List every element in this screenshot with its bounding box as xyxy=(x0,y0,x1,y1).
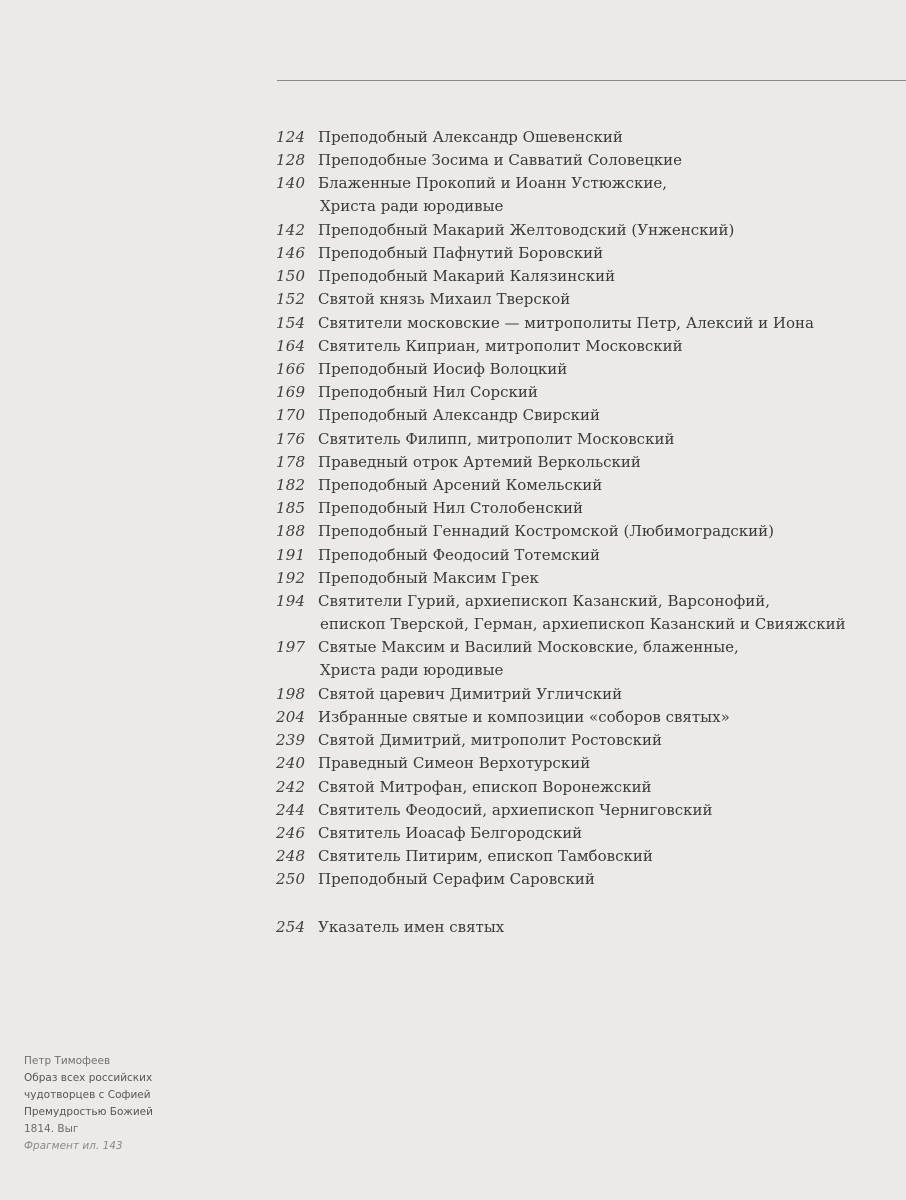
caption-fragment-reference: Фрагмент ил. 143 xyxy=(24,1140,123,1152)
toc-page-number: 170 xyxy=(276,406,306,425)
toc-entry-title-line: Преподобный Арсений Комельский xyxy=(318,476,603,494)
toc-entry xyxy=(0,381,906,404)
toc-entry-title xyxy=(318,265,878,288)
toc-page-number: 166 xyxy=(276,360,306,378)
toc-entry-title xyxy=(318,312,878,335)
toc-entry xyxy=(0,822,906,845)
toc-entry-title-line: Праведный отрок Артемий Веркольский xyxy=(318,452,641,471)
toc-entry xyxy=(0,752,906,775)
toc-entry-title xyxy=(318,404,878,427)
toc-entry-title-line: Святитель Питирим, епископ Тамбовский xyxy=(318,847,653,866)
toc-entry-title xyxy=(318,567,878,590)
toc-entry-title-line: Святые Максим и Василий Московские, блаженные, xyxy=(318,638,739,657)
toc-entry-title-line: Святитель Филипп, митрополит Московский xyxy=(318,429,675,448)
toc-page-number: 250 xyxy=(276,870,306,889)
toc-page-number: 248 xyxy=(276,847,306,866)
toc-page-number: 188 xyxy=(276,522,306,541)
toc-entry-title-line: Избранные святые и композиции «соборов святых» xyxy=(318,708,730,726)
toc-entry-title xyxy=(318,335,878,358)
toc-entry-title xyxy=(318,706,878,729)
toc-entry-title xyxy=(318,636,878,682)
toc-page-number: 176 xyxy=(276,429,306,448)
toc-entry xyxy=(0,776,906,799)
toc-entry-title-line: епископ Тверской, Герман, архиепископ Казанский и Свияжский xyxy=(320,615,846,633)
toc-entry-title-line: Преподобный Пафнутий Боровский xyxy=(318,244,604,262)
toc-entry-title xyxy=(318,242,878,265)
toc-entry-title-line: Преподобный Геннадий Костромской (Любимоградский) xyxy=(318,522,774,541)
toc-entry-title-line: Преподобный Иосиф Волоцкий xyxy=(318,360,568,378)
toc-entry xyxy=(0,219,906,242)
caption-work-line: Образ всех российских xyxy=(24,1072,153,1084)
toc-page-number: 198 xyxy=(276,684,306,703)
toc-entry-title-line: Преподобный Феодосий Тотемский xyxy=(318,545,601,564)
toc-entry xyxy=(0,404,906,427)
toc-entry xyxy=(0,172,906,218)
toc-entry-title xyxy=(318,822,878,845)
caption-author: Петр Тимофеев xyxy=(24,1055,111,1067)
toc-entry-title-line: Святой царевич Димитрий Угличский xyxy=(318,684,623,703)
toc-entry-title xyxy=(318,381,878,404)
toc-entry xyxy=(0,729,906,752)
toc-page-number: 244 xyxy=(276,800,306,819)
toc-page-number: 242 xyxy=(276,777,306,796)
toc-entry-title-line: Преподобный Нил Столобенский xyxy=(318,499,584,518)
toc-page-number: 194 xyxy=(276,592,306,610)
toc-page-number: 246 xyxy=(276,824,306,842)
toc-entry-title xyxy=(318,520,878,543)
toc-entry xyxy=(0,520,906,543)
toc-entry-title-line: Святители Гурий, архиепископ Казанский, Варсонофий, xyxy=(318,592,770,610)
toc-entry xyxy=(0,242,906,265)
toc-entry xyxy=(0,567,906,590)
toc-entry xyxy=(0,590,906,636)
toc-entry xyxy=(0,868,906,891)
toc-entry-title-line: Преподобный Александр Ошевенский xyxy=(318,128,623,146)
toc-entry xyxy=(0,149,906,172)
toc-entry-title-line: Преподобный Нил Сорский xyxy=(318,383,538,402)
toc-entry xyxy=(0,706,906,729)
toc-page-number: 146 xyxy=(276,244,306,262)
toc-page-number: 239 xyxy=(276,731,306,750)
top-rule xyxy=(277,80,906,81)
toc-page-number: 240 xyxy=(276,754,306,773)
toc-entry-title-line: Святой Митрофан, епископ Воронежский xyxy=(318,777,652,796)
toc-entry xyxy=(0,265,906,288)
toc-entry-title-line: Святители московские — митрополиты Петр, Алексий и Иона xyxy=(318,313,814,332)
toc-entry-title xyxy=(318,776,878,799)
toc-entry-title-line: Святой князь Михаил Тверской xyxy=(318,290,571,309)
toc-page-number: 182 xyxy=(276,476,306,494)
toc-entry-title xyxy=(318,497,878,520)
toc-entry xyxy=(0,544,906,567)
toc-page-number: 164 xyxy=(276,336,306,355)
toc-entry-title-line: Христа ради юродивые xyxy=(320,197,504,216)
toc-entry-title-line: Преподобный Серафим Саровский xyxy=(318,870,595,889)
toc-page-number: 169 xyxy=(276,383,306,402)
toc-entry-title-line: Святитель Феодосий, архиепископ Черниговский xyxy=(318,800,713,819)
toc-page-number: 191 xyxy=(276,545,306,564)
toc-entry-title-line: Святитель Киприан, митрополит Московский xyxy=(318,336,683,355)
toc-entry xyxy=(0,683,906,706)
toc-entry-title xyxy=(318,428,878,451)
toc-page-number: 185 xyxy=(276,499,306,518)
toc-page-number: 154 xyxy=(276,313,306,332)
toc-page-number: 192 xyxy=(276,568,306,587)
toc-entry-title xyxy=(318,451,878,474)
toc-page-number: 124 xyxy=(276,128,306,146)
toc-entry-title xyxy=(318,358,878,381)
toc-entry-title xyxy=(318,729,878,752)
toc-index-entry xyxy=(0,916,906,939)
toc-entry-title-line: Святитель Иоасаф Белгородский xyxy=(318,824,583,842)
toc-entry-title-line: Преподобный Александр Свирский xyxy=(318,406,600,425)
toc-entry xyxy=(0,497,906,520)
toc-entry-title xyxy=(318,544,878,567)
toc-entry xyxy=(0,636,906,682)
toc-entry-title-line: Преподобный Максим Грек xyxy=(318,568,539,587)
toc-entry-title xyxy=(318,474,878,497)
toc-page-number: 142 xyxy=(276,220,306,239)
toc-entry-title xyxy=(318,799,878,822)
toc-entry-title-line: Преподобный Макарий Желтоводский (Унженский) xyxy=(318,220,735,239)
toc-entry-title xyxy=(318,752,878,775)
toc-entry xyxy=(0,312,906,335)
toc-page-number: 254 xyxy=(276,917,306,936)
toc-entry-title xyxy=(318,683,878,706)
caption-date-place: 1814. Выг xyxy=(24,1123,79,1135)
toc-entry-title xyxy=(318,219,878,242)
toc-entry-title-line: Преподобные Зосима и Савватий Соловецкие xyxy=(318,151,682,170)
toc-entry-title-line: Преподобный Макарий Калязинский xyxy=(318,267,616,286)
toc-entry xyxy=(0,474,906,497)
toc-entry-title xyxy=(318,868,878,891)
toc-entry-title xyxy=(318,590,878,636)
toc-entry-title-line: Христа ради юродивые xyxy=(320,661,504,680)
toc-entry xyxy=(0,288,906,311)
toc-entry-title xyxy=(318,126,878,149)
toc-page-number: 197 xyxy=(276,638,306,657)
toc-entry xyxy=(0,845,906,868)
toc-entry-title xyxy=(318,172,878,218)
toc-page-number: 128 xyxy=(276,151,306,170)
caption-work-line: чудотворцев с Софией xyxy=(24,1089,151,1101)
toc-entry-title-line: Праведный Симеон Верхотурский xyxy=(318,754,591,773)
illustration-caption xyxy=(24,1053,224,1155)
toc-entry xyxy=(0,126,906,149)
toc-page-number: 204 xyxy=(276,708,306,726)
toc-page-number: 140 xyxy=(276,174,306,193)
toc-entry xyxy=(0,451,906,474)
toc-entry xyxy=(0,335,906,358)
toc-page-number: 152 xyxy=(276,290,306,309)
toc-entry-title xyxy=(318,149,878,172)
toc-entry xyxy=(0,358,906,381)
toc-page-number: 178 xyxy=(276,452,306,471)
toc-entry xyxy=(0,799,906,822)
toc-entry-title-line: Блаженные Прокопий и Иоанн Устюжские, xyxy=(318,174,668,193)
toc-entry xyxy=(0,428,906,451)
toc-page-number: 150 xyxy=(276,267,306,286)
toc-entry-title: Указатель имен святых xyxy=(318,917,505,936)
caption-work-line: Премудростью Божией xyxy=(24,1106,153,1118)
toc-entry-title-line: Святой Димитрий, митрополит Ростовский xyxy=(318,731,663,750)
toc-entry-title xyxy=(318,288,878,311)
toc-entry-title xyxy=(318,845,878,868)
